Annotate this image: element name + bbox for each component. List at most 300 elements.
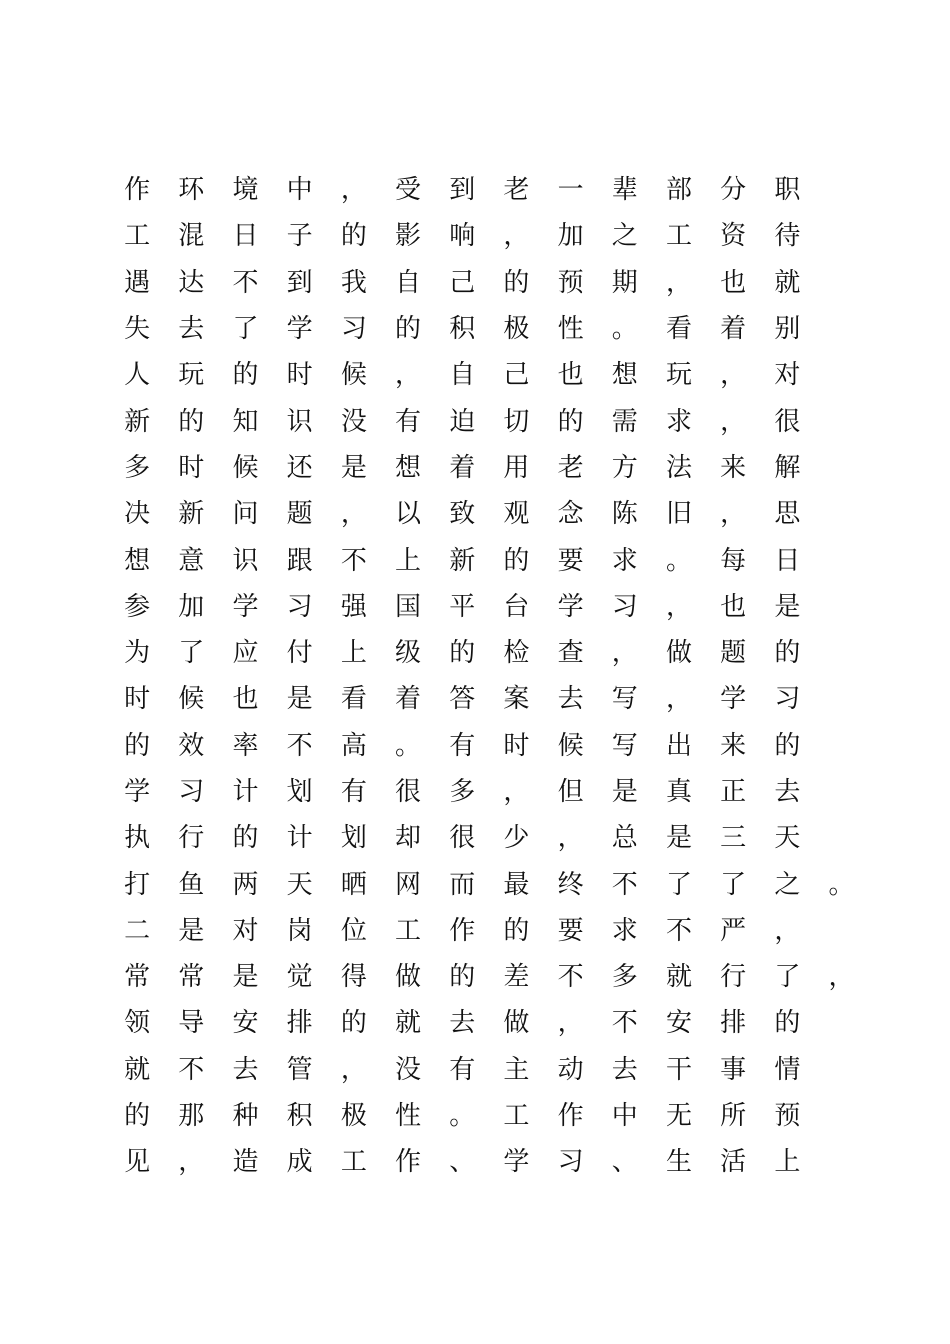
text-char: ， [340,175,367,206]
text-char: 了 [774,962,801,993]
text-char: 不 [557,962,584,993]
text-char: 决 [124,499,151,530]
text-char: 的 [395,314,422,345]
text-char: 习 [286,591,313,622]
text-char: ， [665,267,692,298]
text-char: 知 [232,406,259,437]
text-char: 安 [232,1008,259,1039]
text-line [110,398,870,444]
text-line [110,306,870,352]
text-char: 严 [720,915,747,946]
text-char: 是 [774,591,801,622]
text-char: 最 [503,869,530,900]
text-char: 求 [611,915,638,946]
text-char: 意 [178,545,205,576]
text-char: 有 [449,1054,476,1085]
text-char: 跟 [286,545,313,576]
text-char: 题 [720,638,747,669]
text-char: 平 [449,591,476,622]
text-char: 受 [395,175,422,206]
text-char: 来 [720,452,747,483]
text-line [110,815,870,861]
text-char: 工 [665,221,692,252]
text-char: 、 [449,1147,476,1178]
text-char: 看 [340,684,367,715]
text-char: 生 [665,1147,692,1178]
text-char: 而 [449,869,476,900]
text-char: 己 [503,360,530,391]
text-char: 习 [340,314,367,345]
text-line [110,167,870,213]
text-char: ， [720,360,747,391]
text-char: 成 [286,1147,313,1178]
text-char: 己 [449,267,476,298]
text-line [110,861,870,907]
text-char: 时 [178,452,205,483]
text-char: 加 [557,221,584,252]
text-char: 去 [611,1054,638,1085]
text-char: 检 [503,638,530,669]
text-char: 不 [178,1054,205,1085]
text-char: 积 [286,1101,313,1132]
text-char: 导 [178,1008,205,1039]
text-char: 划 [340,823,367,854]
text-char: 去 [557,684,584,715]
text-char: ， [395,360,422,391]
text-char: 写 [611,730,638,761]
text-char: 是 [178,915,205,946]
text-char: ， [611,638,638,669]
text-char: 子 [286,221,313,252]
text-char: 对 [774,360,801,391]
text-char: 问 [232,499,259,530]
text-char: 中 [286,175,313,206]
text-char: 习 [774,684,801,715]
text-char: 行 [720,962,747,993]
text-char: 去 [774,777,801,807]
text-char: 境 [232,175,259,206]
text-char: 却 [395,823,422,854]
text-char: 极 [340,1101,367,1132]
text-char: 看 [665,314,692,345]
text-char: 鱼 [178,869,205,900]
text-line [110,584,870,630]
text-char: 查 [557,638,584,669]
text-char: 也 [720,267,747,298]
text-char: 是 [340,452,367,483]
text-char: 级 [395,638,422,669]
text-char: 部 [665,175,692,206]
text-char: 新 [449,545,476,576]
text-char: 了 [178,638,205,669]
text-char: 待 [774,221,801,252]
text-char: 学 [720,684,747,715]
text-char: 是 [286,684,313,715]
text-char: 自 [449,360,476,391]
text-char: 一 [557,175,584,206]
text-char: 就 [124,1054,151,1085]
text-char: 国 [395,591,422,622]
text-char: 学 [286,314,313,345]
text-char: 正 [720,777,747,807]
text-char: 没 [395,1054,422,1085]
text-char: 不 [340,545,367,576]
text-char: 作 [449,915,476,946]
text-char: 的 [774,730,801,761]
text-line [110,1047,870,1093]
text-char: 是 [232,962,259,993]
text-char: 对 [232,915,259,946]
text-char: 想 [395,452,422,483]
text-char: ， [503,777,530,807]
text-char: 时 [503,730,530,761]
text-char: 少 [503,823,530,854]
text-char: 写 [611,684,638,715]
text-char: ， [665,684,692,715]
text-char: 安 [665,1008,692,1039]
text-char: 的 [232,360,259,391]
text-char: 造 [232,1147,259,1178]
text-char: 环 [178,175,205,206]
text-char: 案 [503,684,530,715]
text-char: 的 [124,1101,151,1132]
text-char: ， [503,221,530,252]
text-char: 还 [286,452,313,483]
text-char: 多 [449,777,476,807]
text-char: 活 [720,1147,747,1178]
text-char: 岗 [286,915,313,946]
text-line [110,445,870,491]
text-char: 。 [828,869,855,900]
text-char: 切 [503,406,530,437]
text-char: 辈 [611,175,638,206]
text-line [110,630,870,676]
text-char: 别 [774,314,801,345]
text-char: 工 [124,221,151,252]
text-char: 效 [178,730,205,761]
text-char: 天 [774,823,801,854]
text-char: 候 [340,360,367,391]
text-char: 来 [720,730,747,761]
text-char: 性 [395,1101,422,1132]
body-text [110,167,870,1186]
text-char: 做 [665,638,692,669]
text-char: 也 [557,360,584,391]
text-char: 多 [124,452,151,483]
text-char: 上 [774,1147,801,1178]
text-char: 是 [665,823,692,854]
text-char: 见 [124,1147,151,1178]
text-char: 的 [449,638,476,669]
text-char: 网 [395,869,422,900]
text-char: 之 [611,221,638,252]
text-char: 出 [665,730,692,761]
text-char: 了 [665,869,692,900]
text-char: 管 [286,1054,313,1085]
text-char: 行 [178,823,205,854]
text-char: 影 [395,221,422,252]
text-char: 划 [286,777,313,807]
text-char: 新 [124,406,151,437]
text-char: 答 [449,684,476,715]
text-char: 识 [232,545,259,576]
text-char: 工 [395,915,422,946]
text-char: 动 [557,1054,584,1085]
text-char: 工 [340,1147,367,1178]
text-char: ， [340,1054,367,1085]
text-char: 有 [449,730,476,761]
text-char: 计 [286,823,313,854]
text-line [110,1139,870,1185]
text-char: 分 [720,175,747,206]
text-char: 工 [503,1101,530,1132]
text-char: 去 [449,1008,476,1039]
text-char: 的 [124,730,151,761]
text-char: ， [557,823,584,854]
text-char: 作 [395,1147,422,1178]
text-char: 自 [395,267,422,298]
text-char: 着 [395,684,422,715]
text-char: 不 [611,1008,638,1039]
text-char: 率 [232,730,259,761]
text-char: 很 [774,406,801,437]
text-char: 计 [232,777,259,807]
text-char: 很 [449,823,476,854]
text-char: 无 [665,1101,692,1132]
text-char: 也 [232,684,259,715]
text-char: 习 [611,591,638,622]
text-char: 去 [232,1054,259,1085]
text-char: 之 [774,869,801,900]
text-char: 旧 [665,499,692,530]
text-char: 终 [557,869,584,900]
text-char: 思 [774,499,801,530]
text-char: 领 [124,1008,151,1039]
text-char: 解 [774,452,801,483]
text-char: 三 [720,823,747,854]
text-char: 没 [340,406,367,437]
text-char: 学 [124,777,151,807]
text-char: 玩 [665,360,692,391]
text-char: ， [720,499,747,530]
text-line [110,260,870,306]
text-char: 做 [503,1008,530,1039]
text-char: 习 [178,777,205,807]
text-char: 题 [286,499,313,530]
text-char: 的 [232,823,259,854]
text-char: ， [557,1008,584,1039]
text-char: 台 [503,591,530,622]
text-char: 作 [124,175,151,206]
text-char: 日 [774,545,801,576]
text-char: 、 [611,1147,638,1178]
text-line [110,537,870,583]
text-char: 老 [557,452,584,483]
text-char: 候 [232,452,259,483]
text-char: 陈 [611,499,638,530]
text-char: 用 [503,452,530,483]
text-char: 到 [286,267,313,298]
text-char: 付 [286,638,313,669]
text-char: 的 [557,406,584,437]
text-char: 响 [449,221,476,252]
text-char: 不 [611,869,638,900]
text-char: 资 [720,221,747,252]
text-char: 致 [449,499,476,530]
text-char: 失 [124,314,151,345]
text-char: 上 [340,638,367,669]
text-char: 打 [124,869,151,900]
text-char: ， [178,1147,205,1178]
text-char: 的 [340,1008,367,1039]
text-char: 混 [178,221,205,252]
text-char: 种 [232,1101,259,1132]
text-char: 达 [178,267,205,298]
text-char: 我 [340,267,367,298]
text-char: 二 [124,915,151,946]
text-char: 就 [395,1008,422,1039]
text-char: 上 [395,545,422,576]
text-char: ， [774,915,801,946]
text-line [110,908,870,954]
text-char: 也 [720,591,747,622]
text-line [110,954,870,1000]
text-char: 要 [557,915,584,946]
text-char: ， [720,406,747,437]
text-char: 应 [232,638,259,669]
text-char: 常 [124,962,151,993]
text-char: 要 [557,545,584,576]
text-char: 候 [178,684,205,715]
text-line [110,213,870,259]
text-char: 人 [124,360,151,391]
text-char: 时 [124,684,151,715]
text-char: 了 [232,314,259,345]
text-char: 真 [665,777,692,807]
text-char: 是 [611,777,638,807]
text-char: 主 [503,1054,530,1085]
text-char: 得 [340,962,367,993]
text-line [110,676,870,722]
text-char: 着 [449,452,476,483]
text-char: 想 [611,360,638,391]
text-char: 很 [395,777,422,807]
text-char: 。 [395,730,422,761]
text-char: 预 [774,1101,801,1132]
text-char: 总 [611,823,638,854]
text-char: 每 [720,545,747,576]
text-char: 但 [557,777,584,807]
text-line [110,723,870,769]
text-char: ， [828,962,855,993]
text-line [110,491,870,537]
text-char: 了 [720,869,747,900]
text-char: 遇 [124,267,151,298]
text-char: 不 [665,915,692,946]
text-char: 觉 [286,962,313,993]
text-char: 的 [449,962,476,993]
text-char: 日 [232,221,259,252]
text-char: 两 [232,869,259,900]
text-line [110,1000,870,1046]
text-char: 为 [124,638,151,669]
text-char: 高 [340,730,367,761]
text-char: 晒 [340,869,367,900]
text-char: 想 [124,545,151,576]
text-char: 加 [178,591,205,622]
text-char: 的 [503,545,530,576]
text-char: 预 [557,267,584,298]
text-char: 玩 [178,360,205,391]
text-char: 的 [503,267,530,298]
text-char: 求 [611,545,638,576]
text-char: ， [665,591,692,622]
text-char: 执 [124,823,151,854]
text-char: 位 [340,915,367,946]
text-char: 多 [611,962,638,993]
text-char: 职 [774,175,801,206]
text-char: 识 [286,406,313,437]
text-line [110,769,870,815]
text-char: 有 [395,406,422,437]
text-char: 学 [503,1147,530,1178]
text-char: 候 [557,730,584,761]
text-char: 到 [449,175,476,206]
text-line [110,352,870,398]
text-char: 天 [286,869,313,900]
text-char: 需 [611,406,638,437]
text-char: 强 [340,591,367,622]
text-char: 干 [665,1054,692,1085]
text-char: 。 [449,1101,476,1132]
text-char: 学 [232,591,259,622]
text-char: 参 [124,591,151,622]
text-char: 就 [774,267,801,298]
text-char: 观 [503,499,530,530]
text-char: 去 [178,314,205,345]
text-char: 中 [611,1101,638,1132]
text-char: 排 [720,1008,747,1039]
text-char: 时 [286,360,313,391]
text-char: 的 [178,406,205,437]
text-char: 那 [178,1101,205,1132]
text-char: 常 [178,962,205,993]
text-char: 不 [286,730,313,761]
text-char: 习 [557,1147,584,1178]
text-char: 。 [611,314,638,345]
text-char: 以 [395,499,422,530]
text-char: 就 [665,962,692,993]
text-char: 。 [665,545,692,576]
text-char: 迫 [449,406,476,437]
text-char: 差 [503,962,530,993]
text-char: 期 [611,267,638,298]
text-char: 做 [395,962,422,993]
text-char: 不 [232,267,259,298]
text-char: 积 [449,314,476,345]
text-char: 新 [178,499,205,530]
text-char: 事 [720,1054,747,1085]
text-char: 的 [774,638,801,669]
text-char: 极 [503,314,530,345]
text-char: 的 [774,1008,801,1039]
text-char: 情 [774,1054,801,1085]
text-char: 法 [665,452,692,483]
text-char: 方 [611,452,638,483]
text-char: 性 [557,314,584,345]
text-char: 有 [340,777,367,807]
text-char: 作 [557,1101,584,1132]
